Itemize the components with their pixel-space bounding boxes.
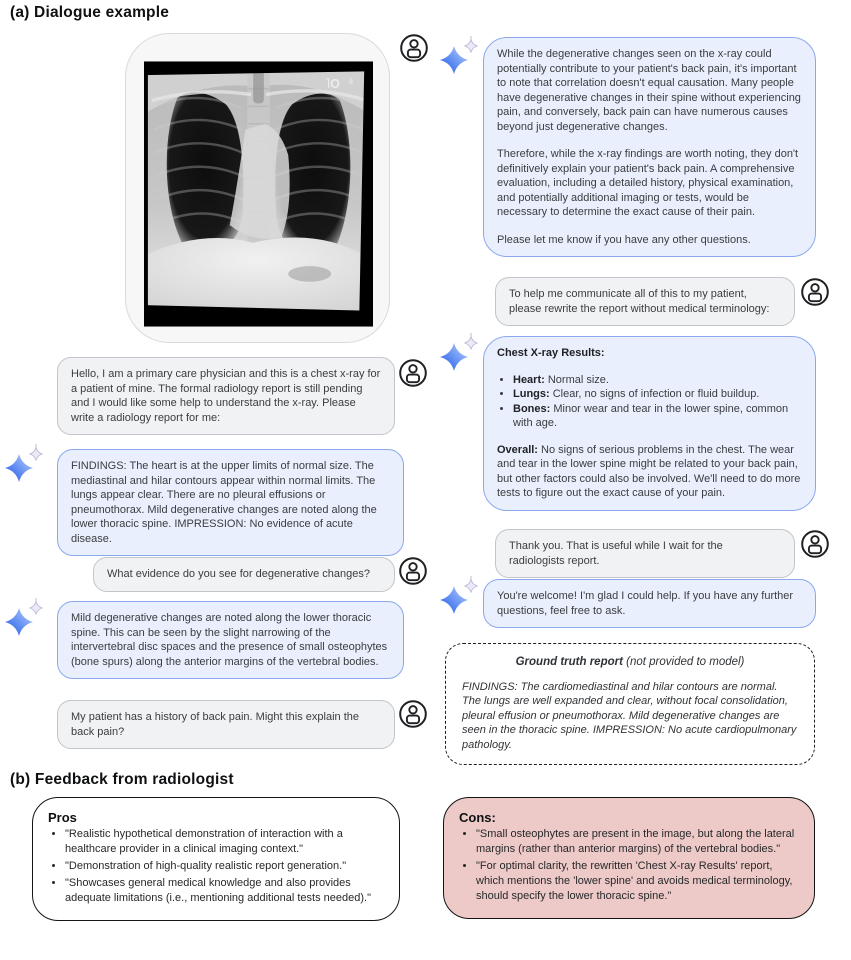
report-bullet: • Lungs: Clear, no signs of infection or fluid buildup. xyxy=(513,387,802,402)
model-paragraph: While the degenerative changes seen on the x-ray could potentially contribute to your patient's back pain, it's important to note that correlation doesn't equal causation. Many people have degenerative changes in their spine without experiencing pain, and conversely, back pain can have numerous causes beyond just degenerative changes. xyxy=(497,48,801,133)
pros-item: • "Realistic hypothetical demonstration of interaction with a healthcare provider in a clinical imaging context." xyxy=(65,827,382,857)
cons-title: Cons: xyxy=(459,810,496,825)
model-message-bubble xyxy=(483,37,816,257)
physician-avatar-icon xyxy=(800,529,830,559)
ground-truth-title: Ground truth report (not provided to model) xyxy=(515,656,745,668)
report-bullet: • Heart: Normal size. xyxy=(513,373,802,388)
xray-side-marker-small: ā xyxy=(348,76,353,86)
gemini-sparkle-icon xyxy=(2,596,48,642)
pros-list xyxy=(48,827,382,906)
gemini-sparkle-icon xyxy=(437,331,483,377)
pros-item: • "Showcases general medical knowledge and also provides adequate limitations (i.e., mentioning additional tests needed)." xyxy=(65,876,382,906)
cons-item: • "For optimal clarity, the rewritten 'Chest X-ray Results' report, which mentions the 'lower spine' and avoids medical terminology, should specify the lower thoracic spine." xyxy=(476,859,797,904)
report-overall: Overall: No signs of serious problems in the chest. The wear and tear in the lower spine might be related to your back pain, but other factors could also be involved. We'll need to do more tests to figure out the exact cause of your pain. xyxy=(497,443,801,499)
gemini-sparkle-icon xyxy=(2,442,48,488)
physician-message-bubble: Thank you. That is useful while I wait for the radiologists report. xyxy=(495,529,795,578)
physician-avatar-icon xyxy=(398,556,428,586)
physician-avatar-icon xyxy=(398,358,428,388)
section-a-heading: (a) Dialogue example xyxy=(10,4,170,21)
model-message-bubble: You're welcome! I'm glad I could help. If you have any further questions, feel free to ask. xyxy=(483,579,816,628)
gemini-sparkle-icon xyxy=(437,574,483,620)
cons-card xyxy=(443,797,815,919)
model-message-bubble: Mild degenerative changes are noted along the lower thoracic spine. This can be seen by the slight narrowing of the intervertebral disc spaces and the presence of small osteophytes (bone spurs) along the anterior margins of the vertebral bodies. xyxy=(57,601,404,679)
report-title: Chest X-ray Results: xyxy=(497,347,605,359)
physician-message-bubble: My patient has a history of back pain. Might this explain the back pain? xyxy=(57,700,395,749)
cons-list xyxy=(459,827,797,904)
model-paragraph: Therefore, while the x-ray findings are worth noting, they don't definitively explain your patient's back pain. A comprehensive evaluation, including a detailed history, physical examination, and potentially additional imaging or tests, would be necessary to determine the exact cause of their pain. xyxy=(497,148,799,218)
pros-card xyxy=(32,797,400,921)
model-report-bubble xyxy=(483,336,816,511)
chest-xray-image xyxy=(144,58,373,330)
physician-avatar-icon xyxy=(800,277,830,307)
pros-item: • "Demonstration of high-quality realistic report generation." xyxy=(65,859,382,874)
section-b-heading: (b) Feedback from radiologist xyxy=(10,771,234,788)
gemini-sparkle-icon xyxy=(437,34,483,80)
report-bullet-list xyxy=(497,373,802,431)
model-message-bubble: FINDINGS: The heart is at the upper limits of normal size. The mediastinal and hilar contours appear within normal limits. The lungs appear clear. There are no pleural effusions or pneumothorax. Mild degenerative changes are noted along the lower thoracic spine. IMPRESSION: No evidence of acute disease. xyxy=(57,449,404,556)
xray-side-marker: ˥O xyxy=(325,76,340,91)
physician-message-bubble: What evidence do you see for degenerative changes? xyxy=(93,557,395,592)
physician-message-bubble: To help me communicate all of this to my patient, please rewrite the report without medical terminology: xyxy=(495,277,795,326)
model-paragraph: Please let me know if you have any other questions. xyxy=(497,233,751,246)
pros-title: Pros xyxy=(48,810,77,825)
cons-item: • "Small osteophytes are present in the image, but along the lateral margins (rather than anterior margins) of the vertebral bodies." xyxy=(476,827,797,857)
ground-truth-box xyxy=(445,643,815,765)
xray-panel xyxy=(125,33,390,343)
physician-avatar-icon xyxy=(399,33,429,63)
ground-truth-body: FINDINGS: The cardiomediastinal and hilar contours are normal. The lungs are well expanded and clear, without focal consolidation, pleural effusion or pneumothorax. Mild degenerative changes are seen in the thoracic spine. IMPRESSION: No acute cardiopulmonary pathology. xyxy=(462,680,797,751)
physician-message-bubble: Hello, I am a primary care physician and this is a chest x-ray for a patient of mine. The formal radiology report is still pending and I would like some help to understand the x-ray. Please write a radiology report for me: xyxy=(57,357,395,435)
physician-avatar-icon xyxy=(398,699,428,729)
report-bullet: • Bones: Minor wear and tear in the lower spine, common with age. xyxy=(513,402,802,431)
